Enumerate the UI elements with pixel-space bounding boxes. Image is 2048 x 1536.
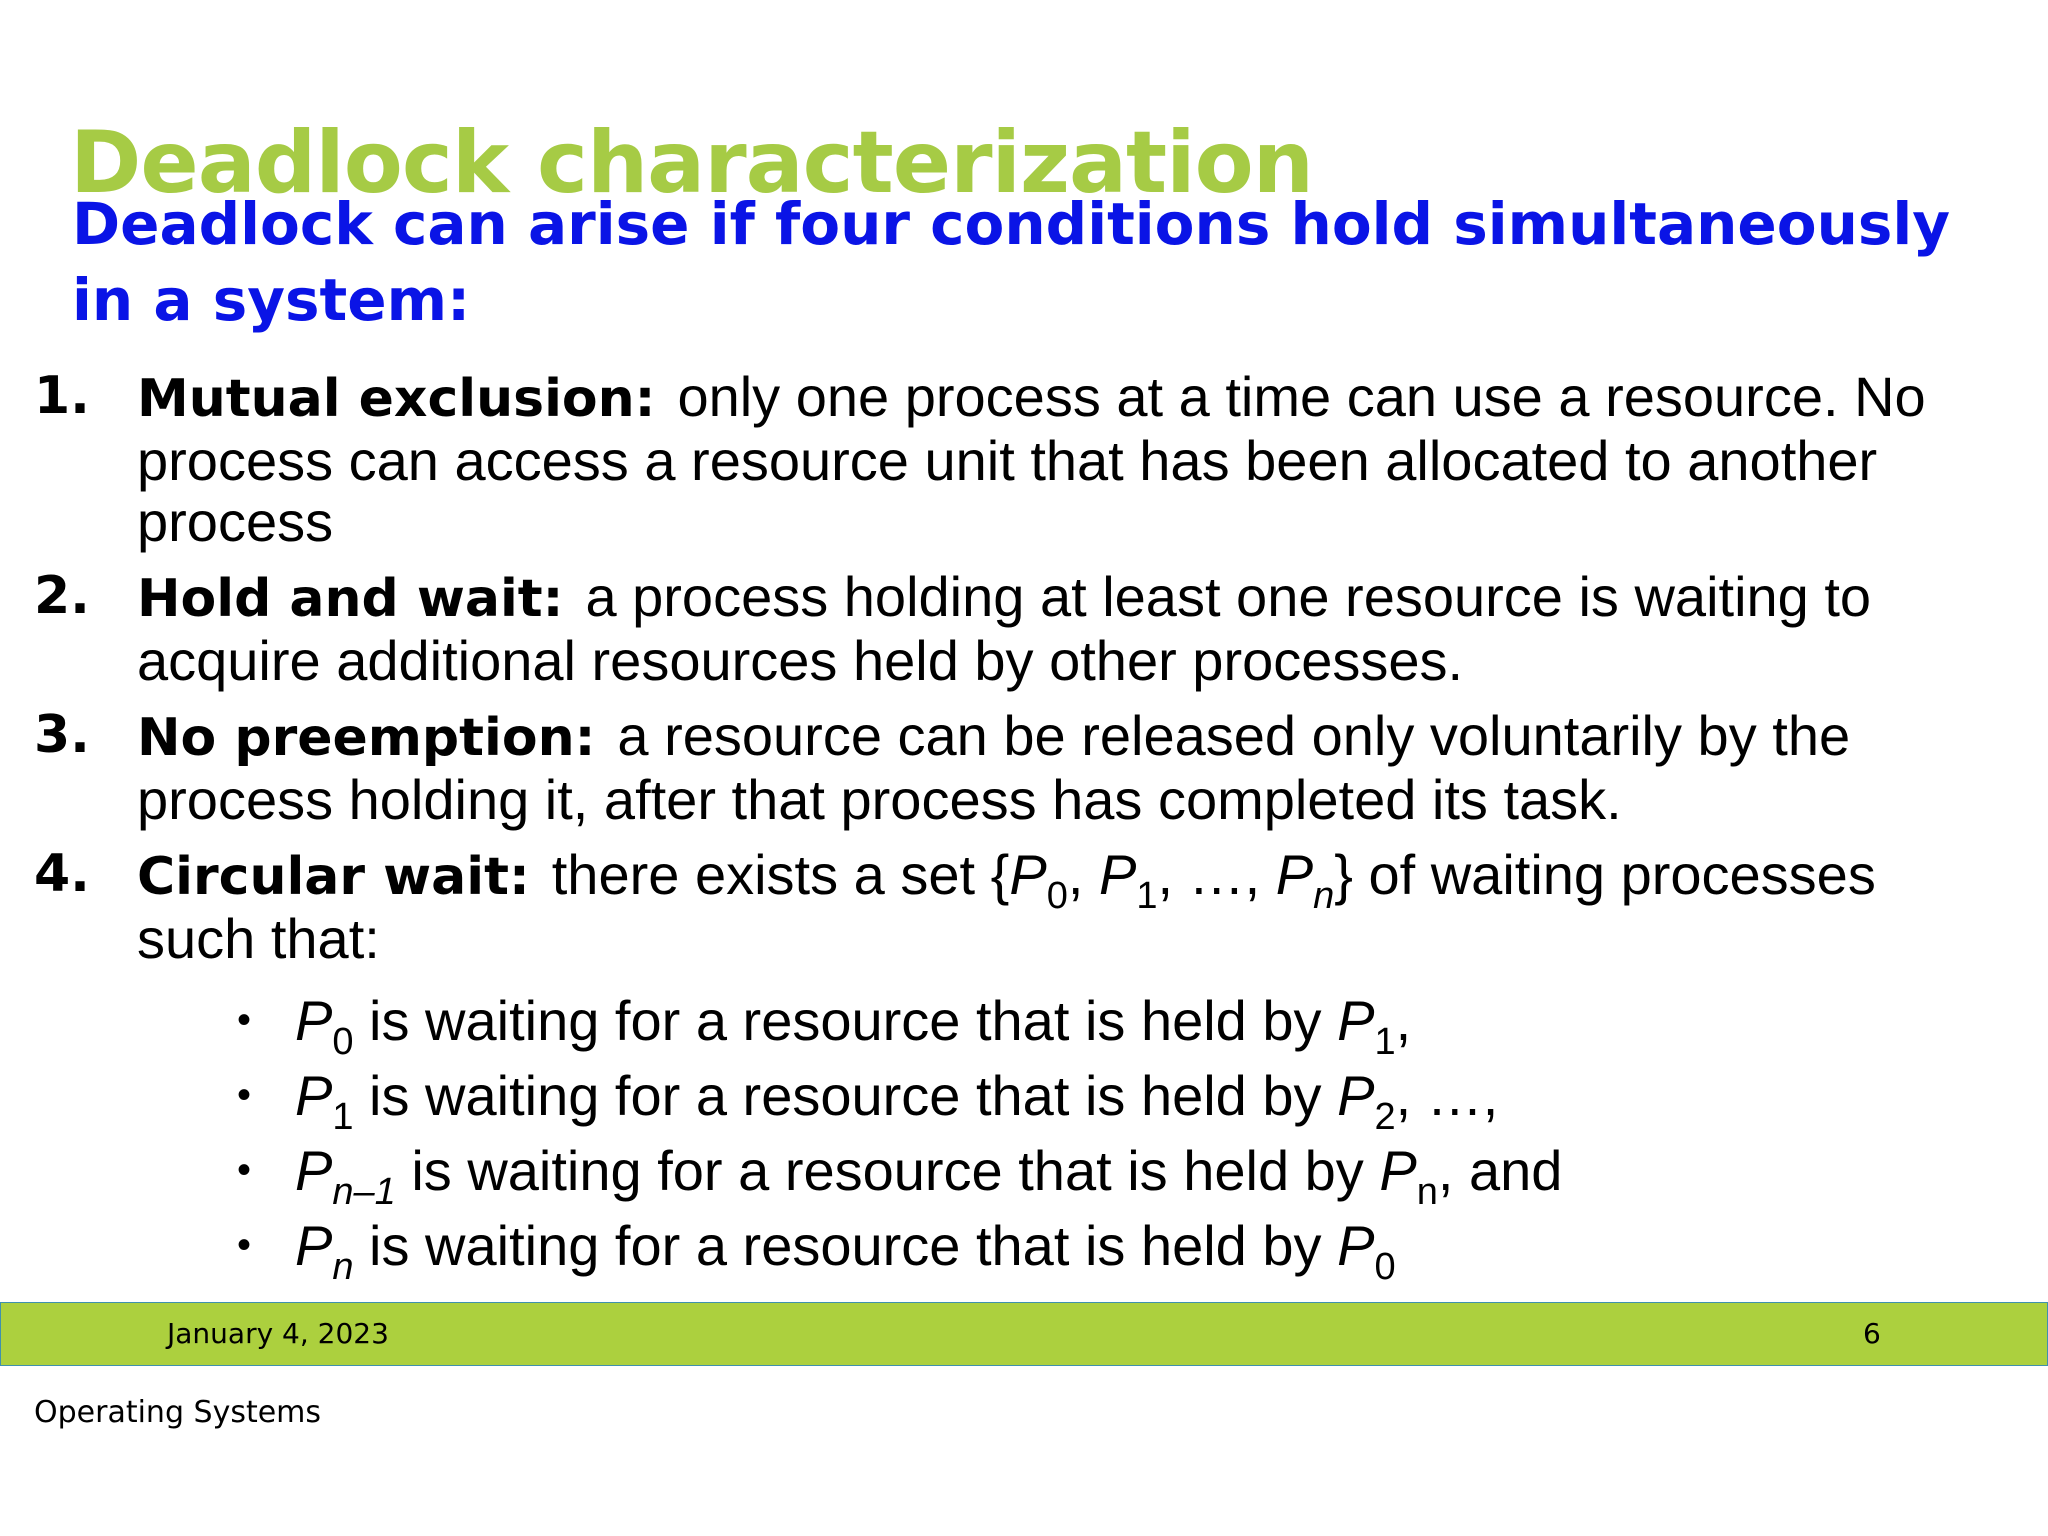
condition-text: a resource can be released only voluntarily by the process holding it, after that process has completed its task. [137, 704, 1851, 831]
condition-term: Mutual exclusion: [137, 369, 656, 429]
process-ref: $P_{n-1}$ [295, 1139, 396, 1213]
bullet-tail: , [1395, 989, 1412, 1052]
condition-number: 2. [34, 566, 90, 626]
footer-course-name: Operating Systems [34, 1395, 322, 1430]
conditions-list [0, 366, 2048, 1297]
process-ref: $P_0$ [295, 989, 354, 1063]
condition-term: Hold and wait: [137, 569, 564, 629]
condition-text-prefix: there exists a set { [551, 843, 1010, 906]
bullet-text: is waiting for a resource that is held by [353, 1214, 1338, 1277]
condition-item-1 [0, 366, 2048, 552]
bullet-tail: , …, [1395, 1064, 1499, 1127]
condition-term: Circular wait: [137, 847, 530, 907]
condition-number: 4. [34, 844, 90, 904]
bullet-item [137, 1058, 2008, 1138]
condition-number: 3. [34, 705, 90, 765]
bullet-text: is waiting for a resource that is held by [353, 1064, 1338, 1127]
bullet-item [137, 1133, 2008, 1213]
footer-bar [0, 1302, 2048, 1366]
set-process-0: $P_0$ [1009, 843, 1068, 917]
circular-wait-bullets [137, 983, 2008, 1288]
process-ref: $P_0$ [1337, 1214, 1396, 1288]
bullet-text: is waiting for a resource that is held by [353, 989, 1338, 1052]
process-ref: $P_1$ [295, 1064, 354, 1138]
condition-item-3 [0, 705, 2048, 830]
bullet-item [137, 983, 2008, 1063]
bullet-icon: • [237, 998, 252, 1042]
condition-item-2 [0, 566, 2048, 691]
process-ref: $P_1$ [1337, 989, 1396, 1063]
condition-text: a process holding at least one resource is waiting to acquire additional resources held by other processes. [137, 565, 1872, 692]
bullet-item [137, 1208, 2008, 1288]
condition-text: only one process at a time can use a resource. No process can access a resource unit that has been allocated to another process [137, 365, 1926, 553]
condition-text-suffix: } of waiting processes such that: [137, 843, 1876, 970]
slide-title: Deadlock characterization [70, 112, 1313, 213]
condition-item-4 [0, 843, 2048, 1288]
process-ref: $P_2$ [1337, 1064, 1396, 1138]
bullet-icon: • [237, 1223, 252, 1267]
condition-term: No preemption: [137, 708, 596, 768]
set-separator: , [1067, 843, 1099, 906]
set-process-1: $P_1$ [1098, 843, 1158, 917]
footer-date: January 4, 2023 [167, 1317, 389, 1350]
bullet-icon: • [237, 1073, 252, 1117]
set-ellipsis: … [1188, 843, 1245, 906]
condition-number: 1. [34, 366, 90, 426]
process-ref: $P_n$ [1379, 1139, 1438, 1213]
bullet-text: is waiting for a resource that is held by [395, 1139, 1380, 1202]
set-separator: , [1244, 843, 1276, 906]
bullet-icon: • [237, 1148, 252, 1192]
process-ref: $P_n$ [295, 1214, 354, 1288]
page-number: 6 [1863, 1317, 1881, 1350]
slide-subtitle: Deadlock can arise if four conditions hold simultaneously in a system: [72, 190, 1951, 334]
bullet-tail: , and [1437, 1139, 1563, 1202]
set-process-n: $P_n$ [1275, 843, 1335, 917]
set-separator: , [1157, 843, 1189, 906]
